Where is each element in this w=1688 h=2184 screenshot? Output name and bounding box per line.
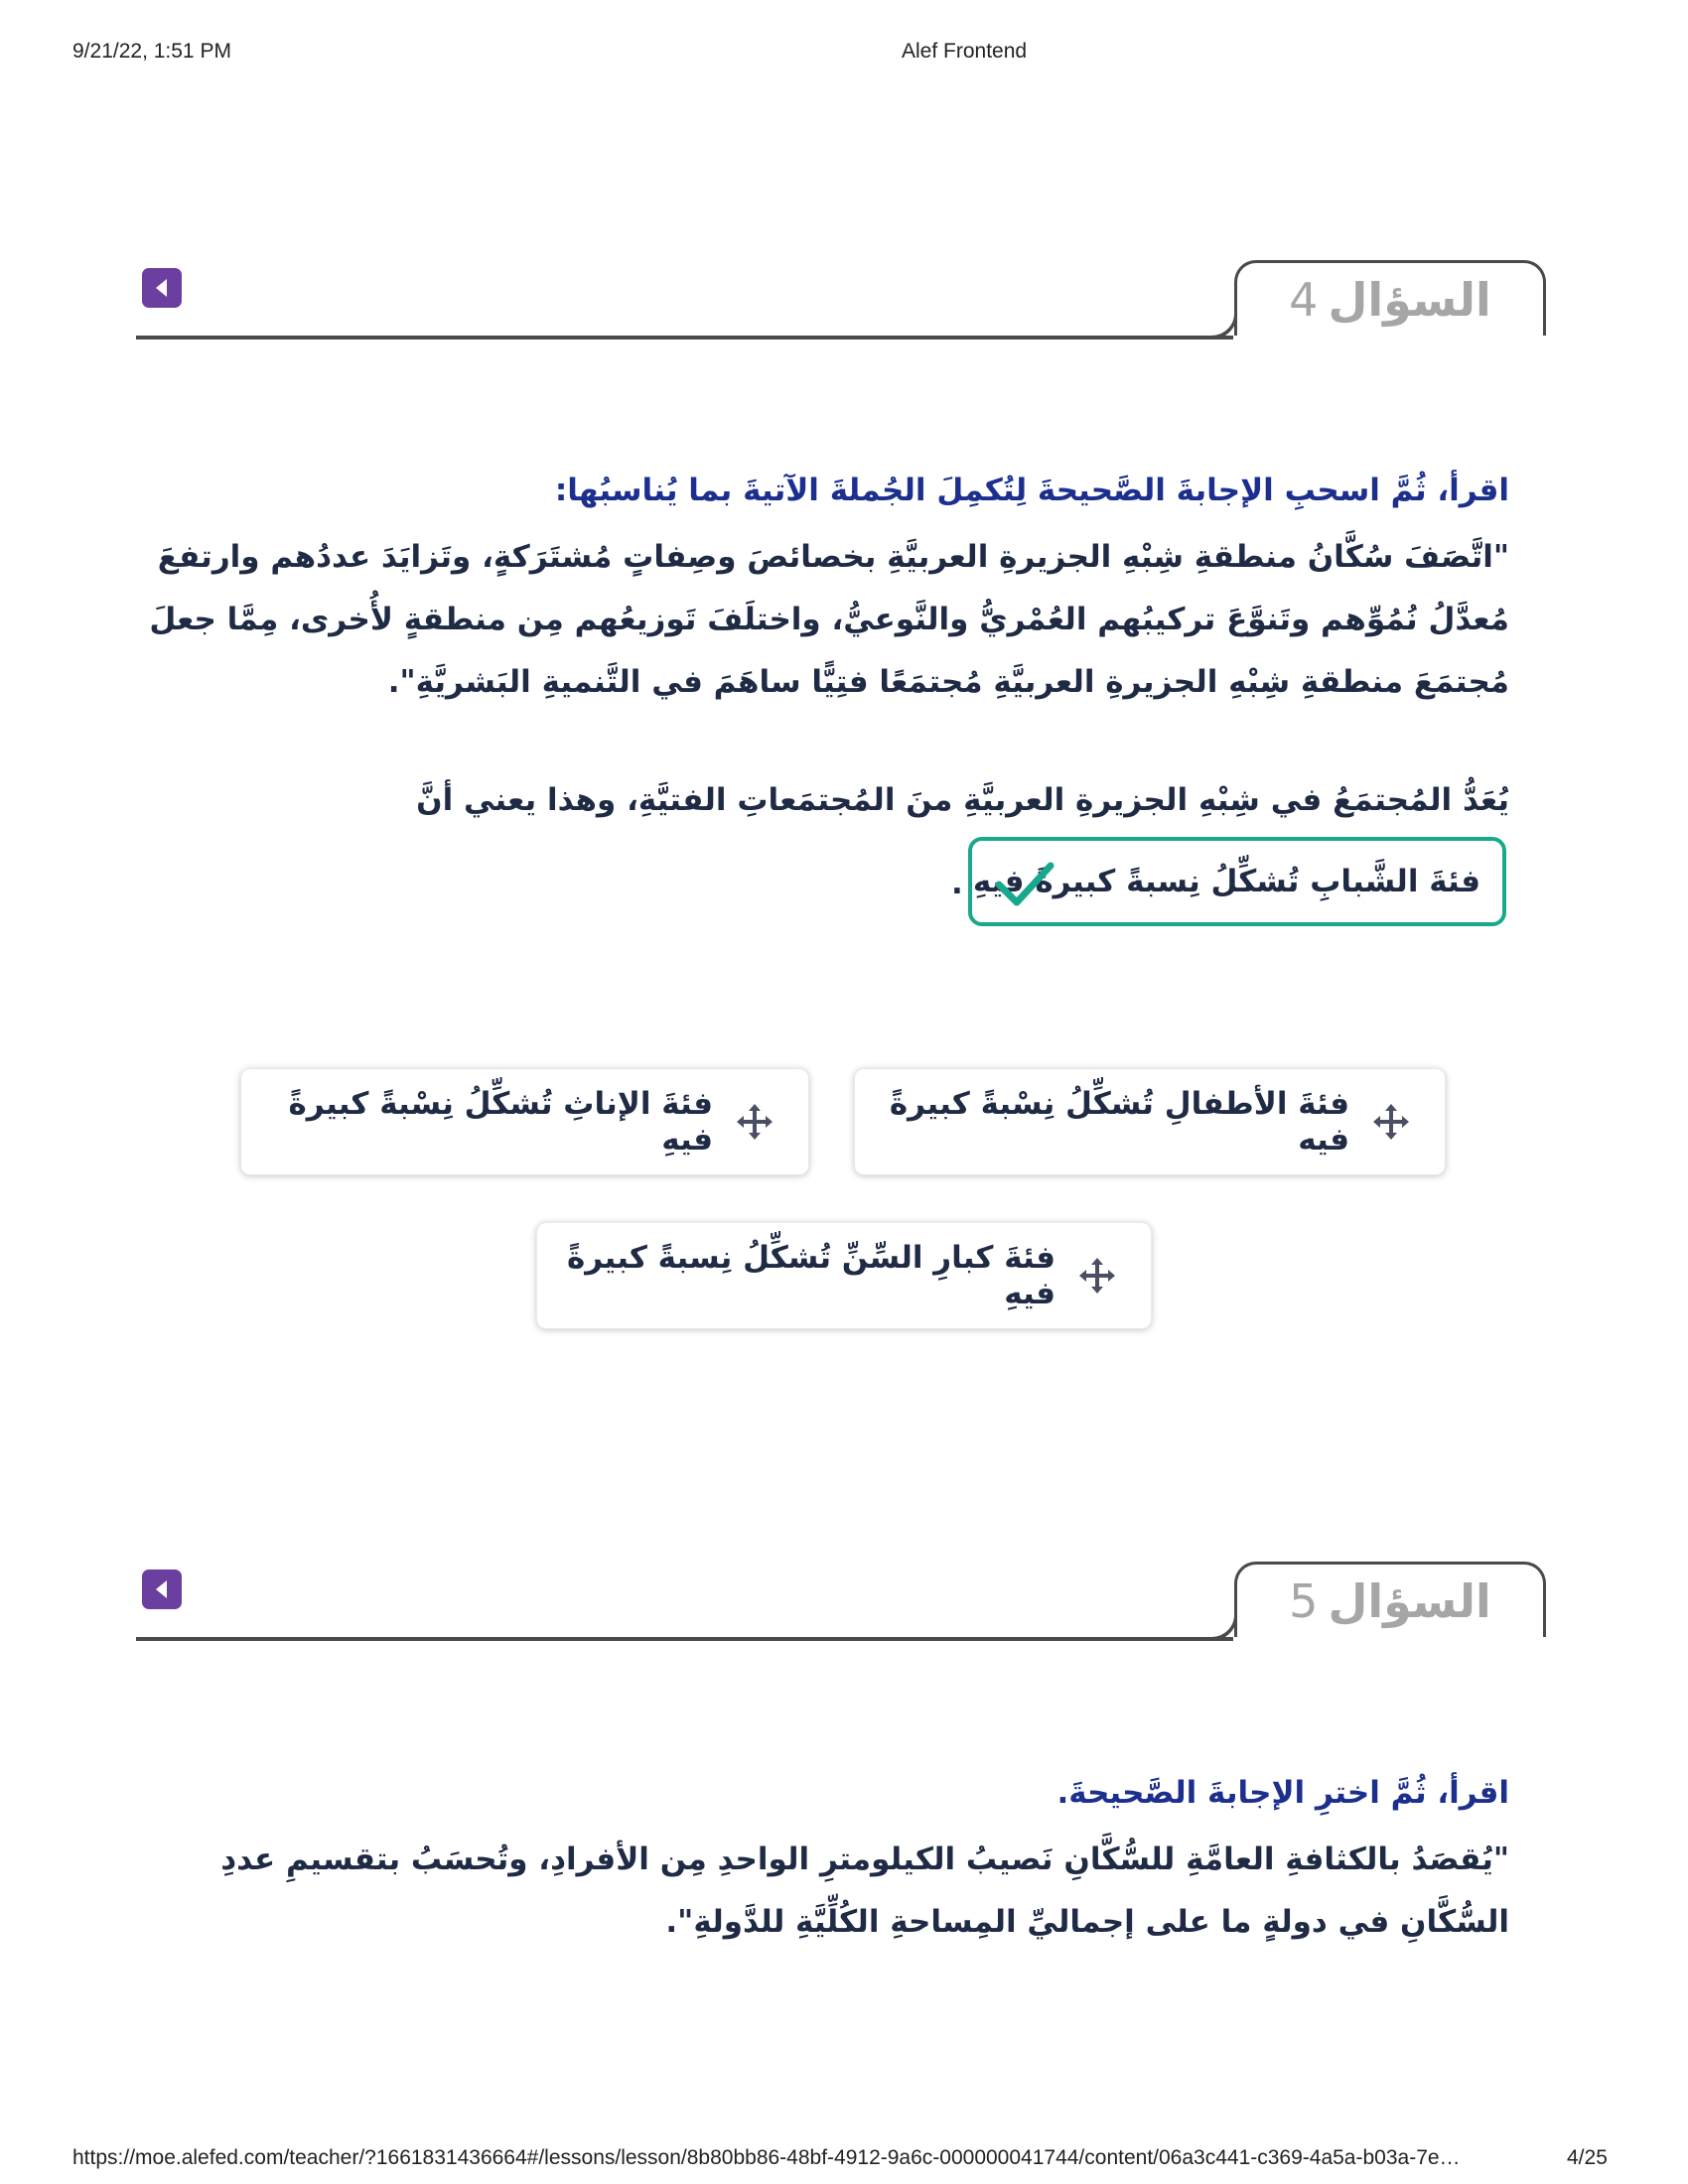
print-footer-url: https://moe.alefed.com/teacher/?1661831436664#/lessons/lesson/8b80bb86-48bf-4912-9a6c-000000041744/content/06a3c441-c369-4a5a-b03a-7e…: [72, 2146, 1461, 2169]
dropped-answer: فئةَ الشَّبابِ تُشكِّلُ نِسبةً كبيرةً فيهِ: [972, 864, 1480, 899]
question-5-passage: "يُقصَدُ بالكثافةِ العامَّةِ للسُّكَّانِ نَصيبُ الكيلومترِ الواحدِ مِن الأفرادِ، وتُحسَبُ بتقسيمِ عددِ السُّكَّانِ في دولةٍ ما على إجماليِّ المِساحةِ الكُلِّيَّةِ للدَّولةِ".: [220, 1842, 1509, 1940]
print-datetime: 9/21/22, 1:51 PM: [72, 40, 231, 63]
option-children[interactable]: [854, 1068, 1446, 1175]
option-elderly[interactable]: [536, 1222, 1152, 1329]
move-icon: [1371, 1102, 1411, 1142]
question-5-tab: [1234, 1562, 1546, 1637]
move-icon: [1077, 1256, 1117, 1296]
caret-left-icon: [154, 1579, 170, 1599]
check-icon: [995, 861, 1055, 908]
stem-period: .: [951, 866, 963, 901]
option-label: فئةَ كبارِ السِّنِّ تُشكِّلُ نِسبةً كبيرةً فيهِ: [566, 1240, 1055, 1311]
print-page-number: 4/25: [1567, 2146, 1608, 2169]
question-4-tab: [1234, 260, 1546, 336]
option-label: فئةَ الإناثِ تُشكِّلُ نِسْبةً كبيرةً فيهِ: [288, 1086, 713, 1158]
question-4-number: 4: [1289, 272, 1319, 327]
question-4-header: [136, 260, 1546, 359]
print-page-title: Alef Frontend: [902, 40, 1028, 63]
question-4-label: السؤال: [1328, 272, 1491, 327]
question-5-number: 5: [1289, 1573, 1319, 1628]
question-5-label: السؤال: [1328, 1573, 1491, 1628]
question-5-instruction: اقرأ، ثُمَّ اخترِ الإجابةَ الصَّحيحةَ.: [1056, 1775, 1509, 1811]
question-5-divider: [136, 1637, 1233, 1641]
answer-drop-zone[interactable]: [968, 837, 1506, 926]
question-4-instruction: اقرأ، ثُمَّ اسحبِ الإجابةَ الصَّحيحةَ لِتُكمِلَ الجُملةَ الآتيةَ بما يُناسبُها:: [554, 473, 1509, 508]
question-5-back-button[interactable]: [142, 1570, 182, 1609]
question-4-divider: [136, 336, 1233, 340]
move-icon: [735, 1102, 774, 1142]
question-4-passage: "اتَّصَفَ سُكَّانُ منطقةِ شِبْهِ الجزيرةِ العربيَّةِ بخصائصَ وصِفاتٍ مُشتَرَكةٍ، وتَزايَدَ عددُهم وارتفعَ مُعدَّلُ نُمُوِّهم وتَنوَّعَ تركيبُهم العُمْريُّ والنَّوعيُّ، واختلَفَ تَوزيعُهم مِن منطقةٍ لأُخرى، مِمَّا جعلَ مُجتمَعَ منطقةِ شِبْهِ الجزيرةِ العربيَّةِ مُجتمَعًا فتِيًّا ساهَمَ في التَّنميةِ البَشريَّةِ".: [149, 539, 1509, 700]
question-5-header: [136, 1562, 1546, 1661]
option-females[interactable]: [240, 1068, 809, 1175]
option-label: فئةَ الأطفالِ تُشكِّلُ نِسْبةً كبيرةً فيه: [889, 1086, 1349, 1158]
question-4-stem: يُعَدُّ المُجتمَعُ في شِبْهِ الجزيرةِ العربيَّةِ منَ المُجتمَعاتِ الفتيَّةِ، وهذا يعني أنَّ: [416, 782, 1509, 818]
caret-left-icon: [154, 278, 170, 298]
question-4-back-button[interactable]: [142, 268, 182, 308]
